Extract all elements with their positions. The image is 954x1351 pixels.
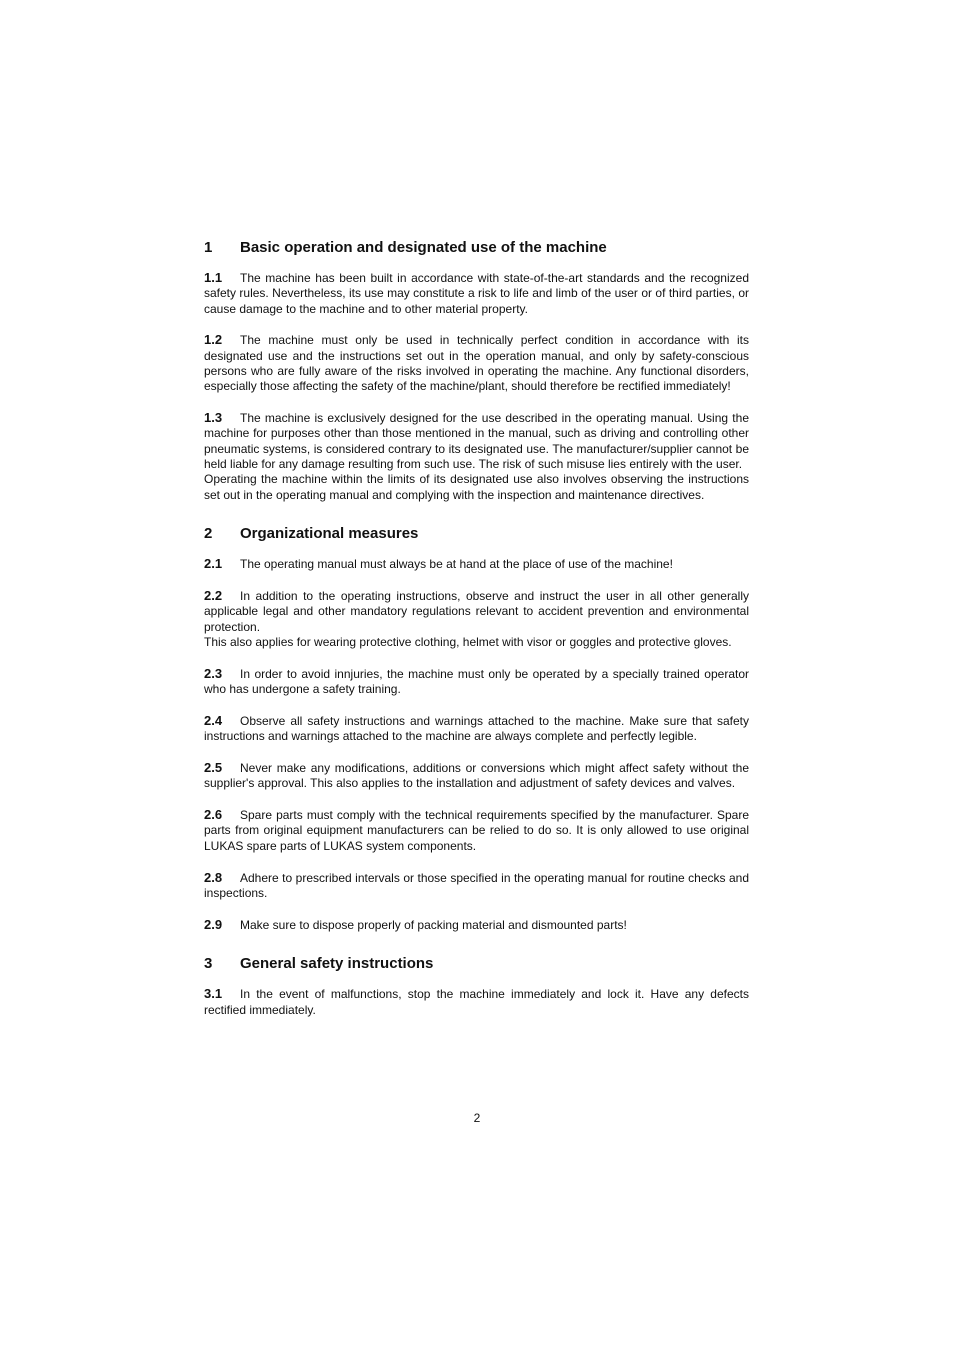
paragraph: [204, 410, 749, 503]
section-1: [204, 238, 749, 503]
section-2: [204, 524, 749, 933]
paragraph-text: The machine is exclusively designed for the use described in the operating manual. Using the machine for purposes other than those mentioned in the manual, such as driving and controlling other pneumatic systems, is considered contrary to its designated use. The manufacturer/supplier cannot be held liable for any damage resulting from such use. The risk of such misuse lies entirely with the user.: [204, 411, 749, 471]
paragraph: [204, 666, 749, 698]
paragraph-text: Make sure to dispose properly of packing material and dismounted parts!: [240, 917, 627, 932]
section-title: General safety instructions: [240, 955, 434, 973]
section-title: Organizational measures: [240, 525, 419, 543]
paragraph-number: 2.6: [204, 807, 223, 823]
paragraph-number: 2.8: [204, 869, 223, 885]
paragraph-text: Adhere to prescribed intervals or those specified in the operating manual for routine checks and inspections.: [204, 870, 749, 900]
paragraph: [204, 270, 749, 317]
paragraph-text: The machine must only be used in technically perfect condition in accordance with its designated use and the instructions set out in the operation manual, and only by safety-conscious persons who are fully aware of the risks involved in operating the machine. Any functional disorders, especially those affecting the safety of the machine/plant, should therefore be rectified immediately!: [204, 333, 749, 394]
paragraph: [204, 556, 749, 572]
paragraph: [204, 332, 749, 394]
section-number: 2: [204, 525, 213, 543]
paragraph-number: 2.3: [204, 665, 223, 681]
document-body: [204, 238, 749, 1034]
paragraph-text: Spare parts must comply with the technical requirements specified by the manufacturer. Spare parts from original equipment manufacturers can be relied to do so. It is only allowed to use original LUKAS spare parts of LUKAS system components.: [204, 808, 749, 853]
page-number: 2: [473, 1111, 481, 1125]
section-heading: [204, 524, 749, 544]
paragraph: [204, 870, 749, 902]
paragraph-text: In order to avoid innjuries, the machine must only be operated by a specially trained operator who has undergone a safety training.: [204, 666, 749, 697]
section-heading: [204, 238, 749, 258]
paragraph-continuation: This also applies for wearing protective clothing, helmet with visor or goggles and protective gloves.: [204, 635, 732, 650]
paragraph-continuation: Operating the machine within the limits of its designated use also involves observing the instructions set out in the operating manual and complying with the inspection and maintenance directives.: [204, 472, 749, 502]
paragraph-text: In addition to the operating instructions, observe and instruct the user in all other generally applicable legal and other mandatory regulations relevant to accident prevention and environmental protection.: [204, 589, 749, 634]
paragraph-text: The machine has been built in accordance with state-of-the-art standards and the recognized safety rules. Nevertheless, its use may constitute a risk to life and limb of the user or of third parties, or cause damage to the machine and to other material property.: [204, 271, 749, 316]
paragraph-text: Never make any modifications, additions or conversions which might affect safety without the supplier's approval. This also applies to the installation and adjustment of safety devices and valves.: [204, 761, 749, 791]
section-number: 3: [204, 955, 213, 973]
paragraph-number: 2.9: [204, 916, 223, 932]
paragraph-number: 1.1: [204, 270, 223, 285]
section-3: [204, 954, 749, 1018]
paragraph-number: 1.3: [204, 410, 223, 426]
paragraph: [204, 713, 749, 745]
paragraph: [204, 588, 749, 650]
paragraph-number: 2.5: [204, 760, 223, 776]
paragraph-text: In the event of malfunctions, stop the machine immediately and lock it. Have any defects rectified immediately.: [204, 987, 749, 1017]
paragraph: [204, 917, 749, 933]
paragraph-text: The operating manual must always be at hand at the place of use of the machine!: [240, 557, 673, 572]
section-title: Basic operation and designated use of the machine: [240, 239, 607, 256]
paragraph-number: 2.2: [204, 588, 223, 604]
paragraph: [204, 807, 749, 854]
section-heading: [204, 954, 749, 974]
paragraph-number: 1.2: [204, 332, 223, 348]
section-number: 1: [204, 239, 213, 256]
paragraph-number: 2.4: [204, 712, 223, 728]
paragraph: [204, 760, 749, 792]
paragraph-number: 3.1: [204, 986, 223, 1002]
paragraph-text: Observe all safety instructions and warnings attached to the machine. Make sure that safety instructions and warnings attached to the machine are always complete and perfectly legible.: [204, 713, 749, 744]
paragraph-number: 2.1: [204, 556, 223, 572]
paragraph: [204, 986, 749, 1018]
